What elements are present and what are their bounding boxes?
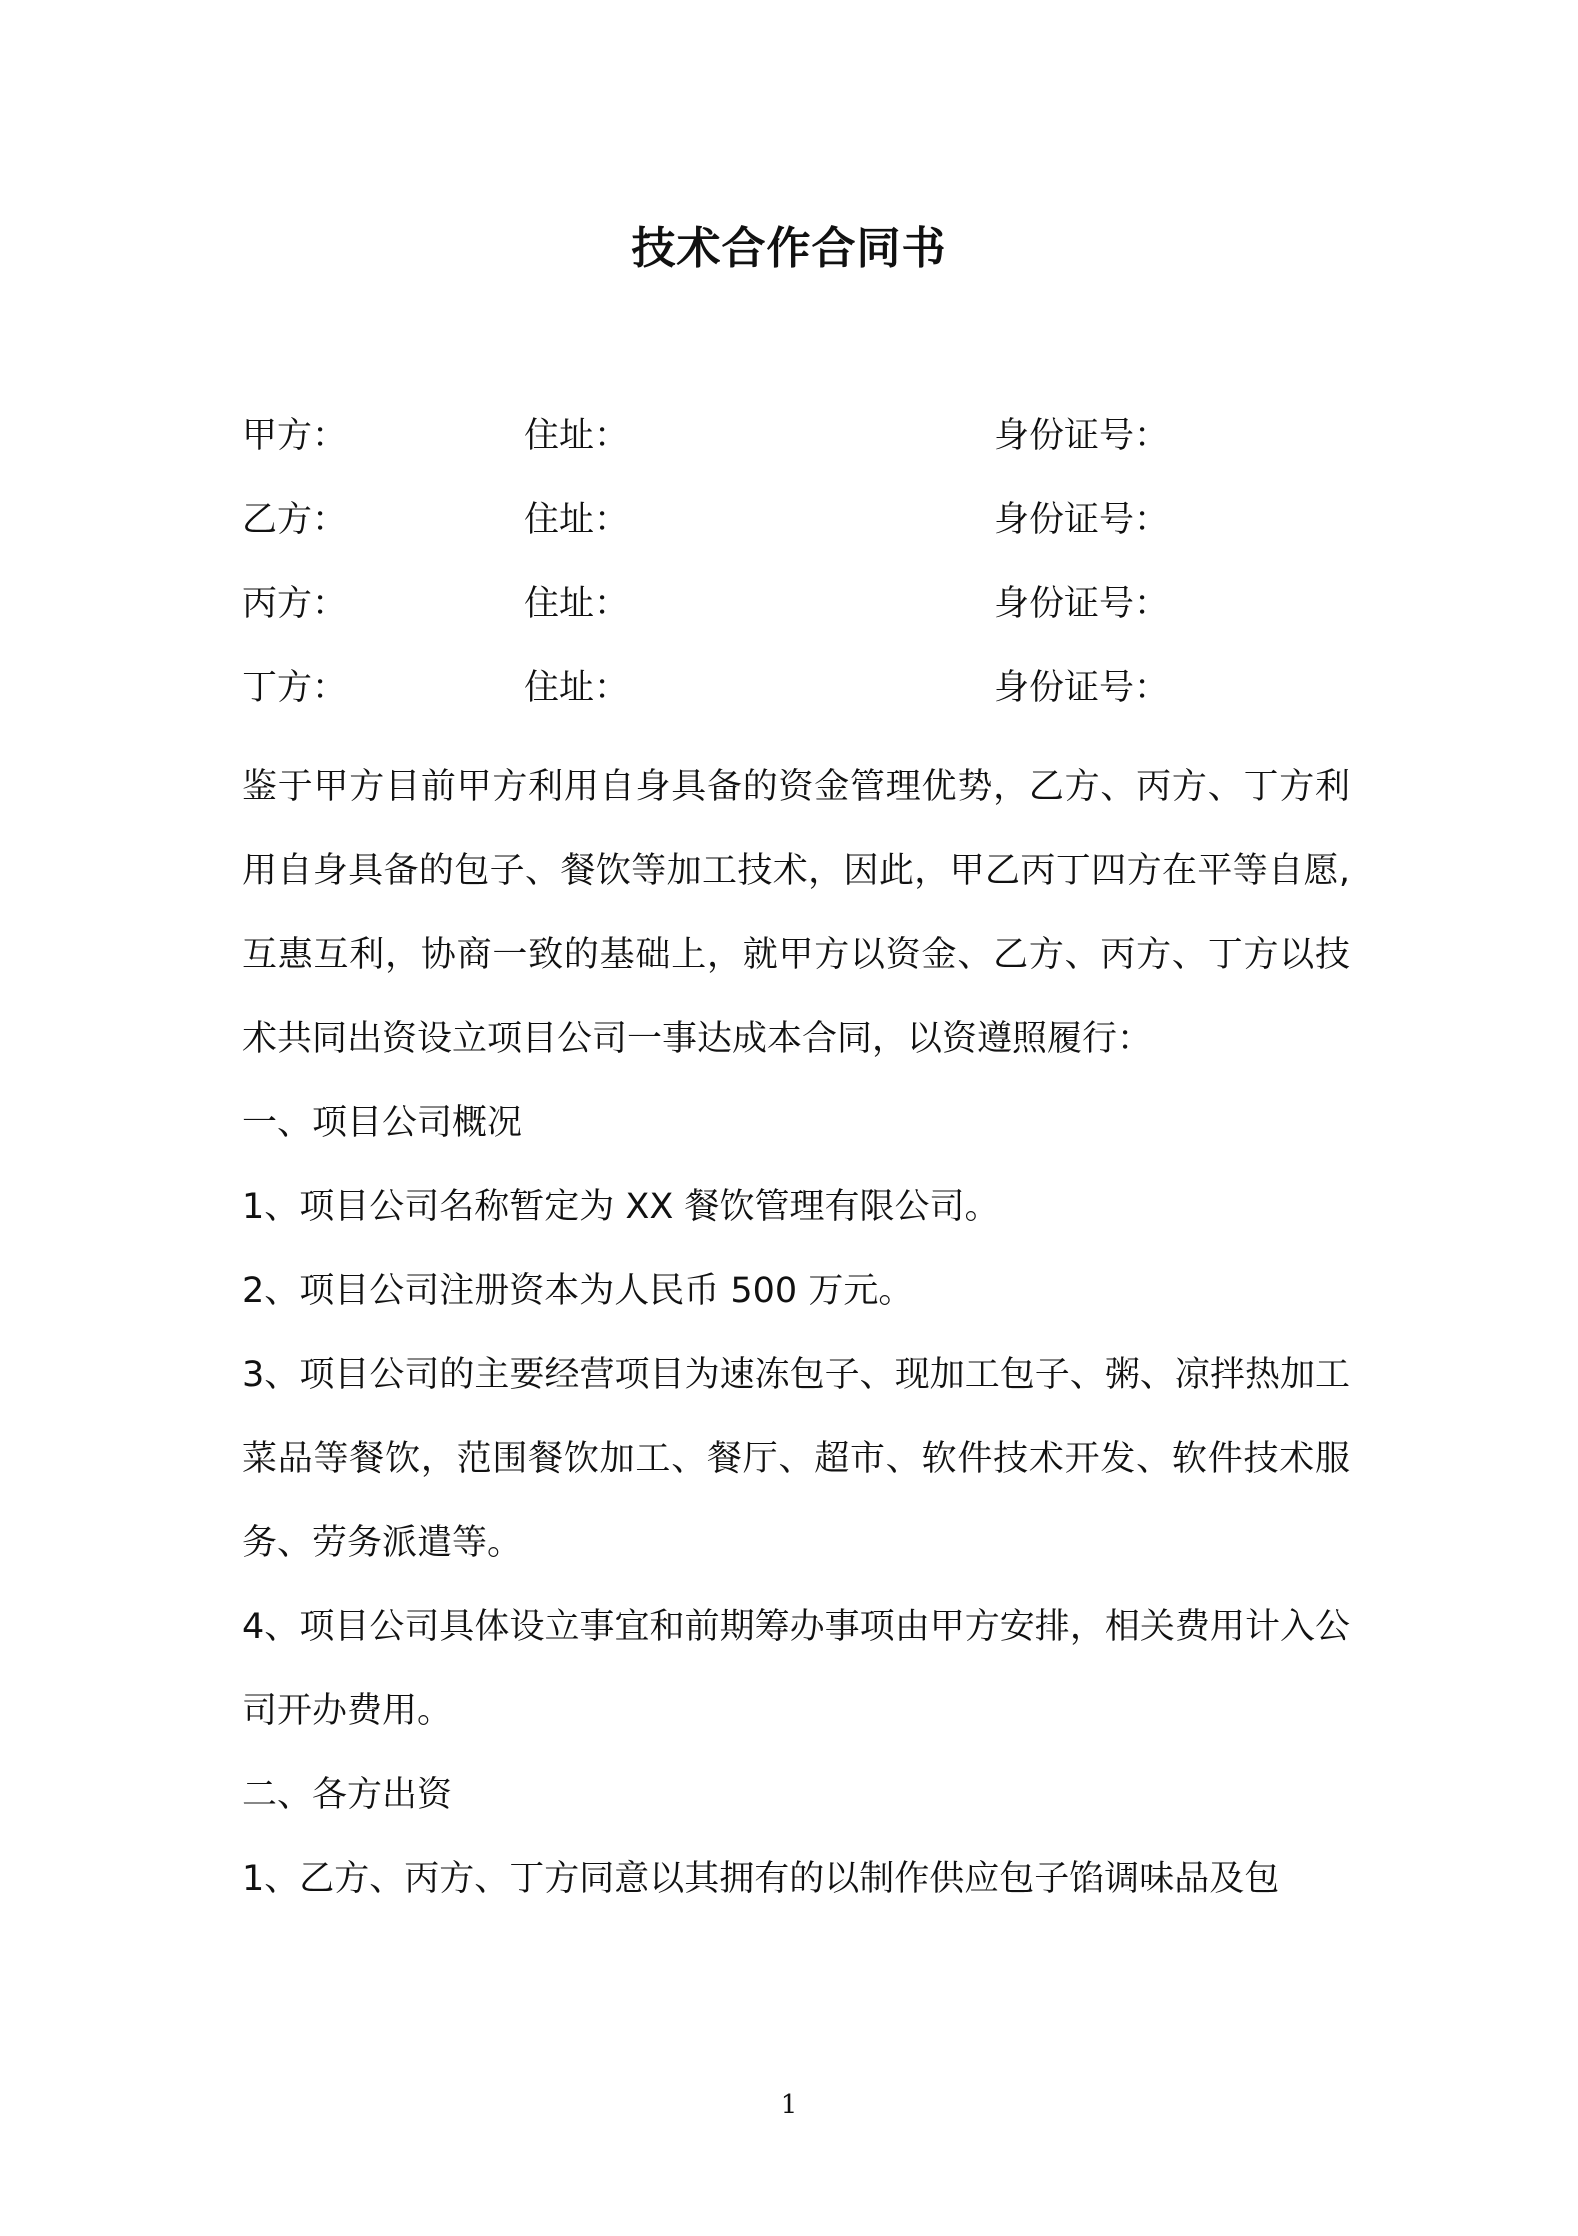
- party-id-label: 身份证号：: [994, 668, 1170, 708]
- party-address-label: 住址：: [524, 584, 630, 624]
- party-row-bing: [242, 576, 1342, 660]
- section-heading-project-overview: 一、项目公司概况: [242, 1103, 523, 1143]
- document-title: 技术合作合同书: [631, 223, 947, 274]
- clause-business-scope: 3、项目公司的主要经营项目为速冻包子、现加工包子、粥、凉拌热加工菜品等餐饮，范围餐饮加工、餐厅、超市、软件技术开发、软件技术服务、劳务派遣等。: [242, 1355, 1350, 1563]
- clause-company-name: 1、项目公司名称暂定为 XX 餐饮管理有限公司。: [242, 1187, 1000, 1227]
- party-address-label: 住址：: [524, 668, 630, 708]
- party-address-label: 住址：: [524, 500, 630, 540]
- page-number: 1: [780, 2090, 798, 2120]
- party-id-label: 身份证号：: [994, 584, 1170, 624]
- party-role: 甲方：: [242, 416, 348, 456]
- contract-body: [242, 745, 1350, 1921]
- party-id-label: 身份证号：: [994, 416, 1170, 456]
- party-address-label: 住址：: [524, 416, 630, 456]
- party-role: 丙方：: [242, 584, 348, 624]
- preamble-paragraph: 鉴于甲方目前甲方利用自身具备的资金管理优势，乙方、丙方、丁方利用自身具备的包子、餐饮等加工技术，因此，甲乙丙丁四方在平等自愿,互惠互利，协商一致的基础上，就甲方以资金、乙方、丙方、丁方以技术共同出资设立项目公司一事达成本合同，以资遵照履行：: [242, 767, 1350, 1059]
- party-id-label: 身份证号：: [994, 500, 1170, 540]
- party-role: 丁方：: [242, 668, 348, 708]
- parties-block: [242, 408, 1342, 744]
- clause-setup-arrangement: 4、项目公司具体设立事宜和前期筹办事项由甲方安排，相关费用计入公司开办费用。: [242, 1607, 1350, 1731]
- party-row-ding: [242, 660, 1342, 744]
- clause-technical-contribution: 1、乙方、丙方、丁方同意以其拥有的以制作供应包子馅调味品及包: [242, 1859, 1280, 1899]
- party-role: 乙方：: [242, 500, 348, 540]
- party-row-jia: [242, 408, 1342, 492]
- clause-registered-capital: 2、项目公司注册资本为人民币 500 万元。: [242, 1271, 914, 1311]
- section-heading-contributions: 二、各方出资: [242, 1775, 453, 1815]
- party-row-yi: [242, 492, 1342, 576]
